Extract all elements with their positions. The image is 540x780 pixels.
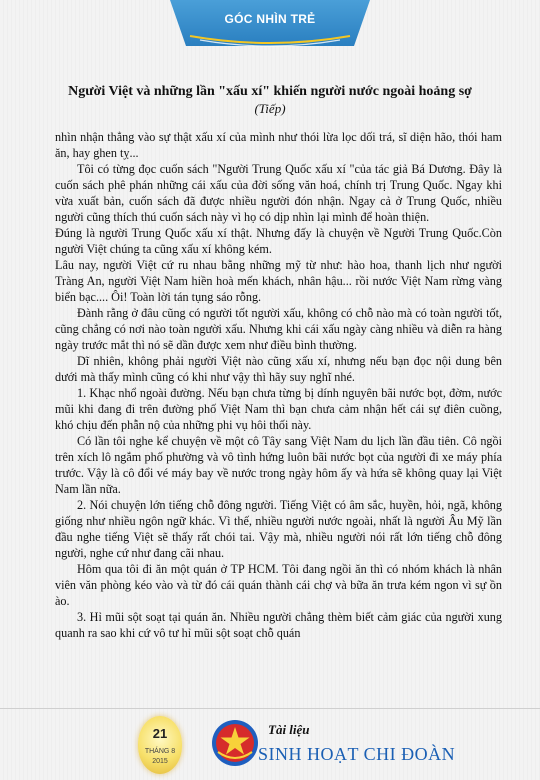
issue-year: 2015 bbox=[152, 758, 168, 765]
banner-swoosh-icon bbox=[170, 30, 370, 50]
paragraph: nhìn nhận thẳng vào sự thật xấu xí của mình như thói lừa lọc dối trá, sĩ diện hão, thói ham ăn, hay ghen tỵ... bbox=[55, 130, 502, 160]
footer-label: Tài liệu bbox=[268, 722, 310, 737]
youth-union-emblem-icon bbox=[210, 718, 260, 768]
paragraph: 3. Hỉ mũi sột soạt tại quán ăn. Nhiều người chẳng thèm biết cảm giác của người xung quanh ra sao khi cứ vô tư hỉ mũi sột soạt chỗ quán bbox=[55, 610, 502, 640]
section-title: GÓC NHÌN TRẺ bbox=[224, 12, 316, 26]
article-body bbox=[55, 129, 502, 641]
page-number-badge bbox=[138, 716, 182, 774]
paragraph: 2. Nói chuyện lớn tiếng chỗ đông người. Tiếng Việt có âm sắc, huyền, hỏi, ngã, không giống như nhiều ngôn ngữ khác. Vì thế, nhiều người nước ngoài, nhất là người Âu Mỹ lần đầu nghe tiếng Việt sẽ thấy rất chói tai. Vậy mà, nhiều người nói rất lớn tiếng chỗ đông người, nghe cứ như đang cãi nhau. bbox=[55, 498, 502, 560]
page-number: 21 bbox=[152, 726, 168, 741]
paragraph: Hôm qua tôi đi ăn một quán ở TP HCM. Tôi đang ngồi ăn thì có nhóm khách là nhân viên văn phòng kéo vào và từ đó cái quán thành cái chợ và bữa ăn trưa kém ngon vì sự ồn ào. bbox=[55, 562, 502, 608]
paragraph: Có lần tôi nghe kể chuyện về một cô Tây sang Việt Nam du lịch lần đầu tiên. Cô ngồi trên xích lô ngắm phố phường và vô tình hứng luôn bãi nước bọt của người đi xe máy phía trước. Vậy là cô đổi vé máy bay về nước trong ngày hôm ấy và hứa sẽ không quay lại Việt Nam lần nữa. bbox=[55, 434, 502, 496]
paragraph: Tôi có từng đọc cuốn sách "Người Trung Quốc xấu xí "của tác giả Bá Dương. Đây là cuốn sách phê phán những cái xấu của đời sống văn hoá, chính trị Trung Quốc. Ngay khi vừa xuất bản, cuốn sách đã được nhiều người đón nhận. Ngay cả ở Trung Quốc, nhiều người cũng thích thú cuốn sách này vì họ có dịp nhìn lại mình để hoàn thiện. bbox=[55, 162, 502, 224]
paragraph: 1. Khạc nhổ ngoài đường. Nếu bạn chưa từng bị dính nguyên bãi nước bọt, đờm, nước mũi khi đang đi trên đường phố Việt Nam thì bạn chưa cảm nhận hết cái sự điên cuồng, khó chịu đến phẫn nộ của những phi vụ hôi thối này. bbox=[55, 386, 502, 432]
paragraph: Đành rằng ở đâu cũng có người tốt người xấu, không có chỗ nào mà có toàn người tốt, cũng chẳng có nơi nào toàn người xấu. Nhưng khi cái xấu ngày càng nhiều và diễn ra hàng ngày trước mắt thì nó sẽ dần được xem như điều bình thường. bbox=[55, 306, 502, 352]
paragraph: Lâu nay, người Việt cứ ru nhau bằng những mỹ từ như: hào hoa, thanh lịch như người Tràng An, người Việt Nam hiền hoà mến khách, nhân hậu... rồi nước Việt Nam rừng vàng biển bạc.... Ôi! Toàn lời tán tụng sáo rỗng. bbox=[55, 258, 502, 304]
paragraph: Đúng là người Trung Quốc xấu xí thật. Nhưng đấy là chuyện về Người Trung Quốc.Còn người Việt chúng ta cũng xấu xí không kém. bbox=[55, 226, 502, 256]
publication-brand: SINH HOẠT CHI ĐOÀN bbox=[258, 744, 456, 764]
article-title: Người Việt và những lần "xấu xí" khiến người nước ngoài hoảng sợ bbox=[68, 84, 472, 99]
paragraph: Dĩ nhiên, không phải người Việt nào cũng xấu xí, nhưng nếu bạn đọc nội dung bên dưới mà thấy mình cũng có khi như vậy thì hãy suy nghĩ nhé. bbox=[55, 354, 502, 384]
issue-month: THÁNG 8 bbox=[144, 748, 176, 755]
footer-divider bbox=[0, 708, 540, 709]
section-header bbox=[170, 0, 370, 52]
article-subtitle: (Tiếp) bbox=[254, 101, 286, 116]
